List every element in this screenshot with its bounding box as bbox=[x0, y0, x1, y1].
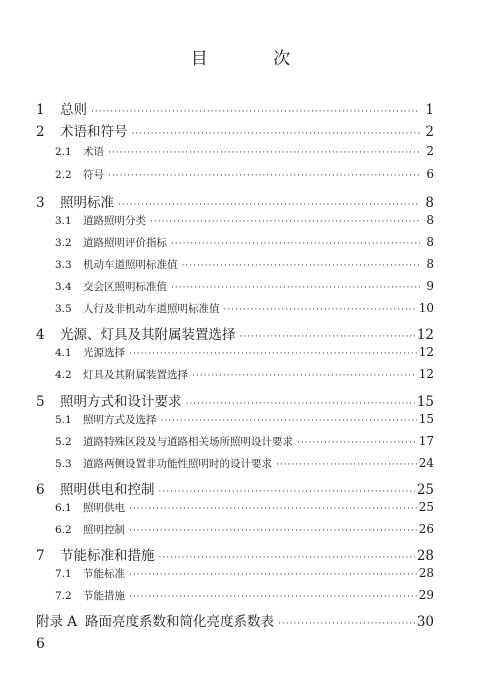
toc-entry-page: 26 bbox=[418, 522, 434, 536]
toc-entry-number: 7 bbox=[36, 548, 45, 564]
toc-entry-number: 2.1 bbox=[55, 146, 72, 158]
toc-entry-page: 12 bbox=[418, 345, 434, 359]
toc-section-entry[interactable] bbox=[55, 434, 434, 449]
dot-leader bbox=[108, 148, 420, 158]
toc-section-entry[interactable] bbox=[55, 566, 434, 581]
dot-leader bbox=[118, 200, 420, 210]
toc-entry-page: 15 bbox=[416, 394, 434, 410]
toc-entry-label: 光源选择 bbox=[83, 347, 125, 359]
toc-entry-number: 5.1 bbox=[55, 414, 72, 426]
dot-leader bbox=[91, 107, 420, 117]
toc-entry-label: 术语和符号 bbox=[60, 124, 128, 140]
toc-entry-label: 道路特殊区段及与道路相关场所照明设计要求 bbox=[83, 436, 293, 448]
toc-entry-page: 8 bbox=[426, 213, 434, 227]
toc-entry-number: 3.3 bbox=[55, 259, 72, 271]
dot-leader bbox=[276, 460, 417, 470]
toc-section-entry[interactable] bbox=[55, 213, 434, 228]
toc-section-entry[interactable] bbox=[55, 367, 434, 382]
toc-entry-label: 节能标准和措施 bbox=[60, 548, 155, 564]
toc-entry-page: 25 bbox=[418, 500, 434, 514]
dot-leader bbox=[129, 570, 417, 580]
toc-chapter-entry[interactable] bbox=[36, 610, 434, 630]
toc-entry-page: 15 bbox=[418, 412, 434, 426]
dot-leader bbox=[192, 371, 417, 381]
toc-entry-number: 5.3 bbox=[55, 458, 72, 470]
toc-section-entry[interactable] bbox=[55, 412, 434, 427]
toc-entry-number: 4.2 bbox=[55, 369, 72, 381]
toc-section-entry[interactable] bbox=[55, 588, 434, 603]
toc-entry-number: 6 bbox=[36, 482, 45, 498]
toc-entry-label: 道路照明评价指标 bbox=[83, 237, 167, 249]
toc-entry-label: 照明供电 bbox=[83, 502, 125, 514]
toc-entry-page: 8 bbox=[426, 235, 434, 249]
toc-entry-page: 12 bbox=[418, 367, 434, 381]
toc-entry-number: 附录 A bbox=[36, 614, 78, 630]
toc-entry-number: 6.1 bbox=[55, 502, 72, 514]
toc-entry-number: 2.2 bbox=[55, 169, 72, 181]
dot-leader bbox=[171, 283, 420, 293]
toc-entry-number: 3.4 bbox=[55, 281, 72, 293]
toc-entry-page: 2 bbox=[425, 124, 434, 140]
toc-section-entry[interactable] bbox=[55, 144, 434, 159]
toc-entry-number: 5.2 bbox=[55, 436, 72, 448]
toc-chapter-entry[interactable] bbox=[36, 120, 434, 140]
toc-entry-page: 17 bbox=[418, 434, 434, 448]
dot-leader bbox=[129, 592, 417, 602]
toc-section-entry[interactable] bbox=[55, 456, 434, 471]
dot-leader bbox=[159, 553, 415, 563]
toc-entry-label: 术语 bbox=[83, 146, 104, 158]
toc-entry-number: 2 bbox=[36, 124, 45, 140]
toc-entry-label: 照明控制 bbox=[83, 524, 125, 536]
toc-section-entry[interactable] bbox=[55, 522, 434, 537]
toc-entry-page: 9 bbox=[426, 279, 434, 293]
toc-entry-number: 3.5 bbox=[55, 303, 72, 315]
toc-entry-page: 28 bbox=[416, 548, 434, 564]
toc-entry-label: 节能标准 bbox=[83, 568, 125, 580]
toc-entry-number: 3.2 bbox=[55, 237, 72, 249]
dot-leader bbox=[129, 526, 417, 536]
toc-entry-number: 3.1 bbox=[55, 215, 72, 227]
toc-entry-page: 28 bbox=[418, 566, 434, 580]
toc-chapter-entry[interactable] bbox=[36, 191, 434, 211]
toc-entry-page: 29 bbox=[418, 588, 434, 602]
dot-leader bbox=[224, 305, 417, 315]
toc-entry-page: 10 bbox=[418, 301, 434, 315]
toc-entry-label: 照明供电和控制 bbox=[60, 482, 155, 498]
toc-entry-label: 照明方式和设计要求 bbox=[60, 394, 182, 410]
dot-leader bbox=[108, 171, 420, 181]
toc-section-entry[interactable] bbox=[55, 301, 434, 316]
page-number: 6 bbox=[36, 636, 45, 652]
toc-entry-label: 道路两侧设置非功能性照明时的设计要求 bbox=[83, 458, 272, 470]
toc-entry-number: 5 bbox=[36, 394, 45, 410]
toc-entry-label: 路面亮度系数和简化亮度系数表 bbox=[85, 614, 275, 630]
toc-section-entry[interactable] bbox=[55, 279, 434, 294]
toc-entry-label: 照明标准 bbox=[60, 195, 114, 211]
toc-entry-page: 12 bbox=[416, 327, 434, 343]
toc-entry-label: 总则 bbox=[60, 102, 87, 118]
toc-entry-label: 照明方式及选择 bbox=[83, 414, 157, 426]
toc-entry-label: 节能措施 bbox=[83, 590, 125, 602]
toc-entry-label: 灯具及其附属装置选择 bbox=[83, 369, 188, 381]
dot-leader bbox=[278, 619, 415, 629]
dot-leader bbox=[240, 332, 415, 342]
toc-entry-page: 30 bbox=[416, 614, 434, 630]
toc-entry-label: 道路照明分类 bbox=[83, 215, 146, 227]
toc-entry-label: 符号 bbox=[83, 169, 104, 181]
toc-chapter-entry[interactable] bbox=[36, 390, 434, 410]
toc-entry-number: 4 bbox=[36, 327, 45, 343]
toc-entry-number: 3 bbox=[36, 195, 45, 211]
dot-leader bbox=[150, 217, 420, 227]
toc-chapter-entry[interactable] bbox=[36, 478, 434, 498]
toc-entry-page: 8 bbox=[425, 195, 434, 211]
toc-entry-page: 24 bbox=[418, 456, 434, 470]
dot-leader bbox=[132, 129, 421, 139]
toc-entry-label: 人行及非机动车道照明标准值 bbox=[83, 303, 220, 315]
toc-entry-number: 1 bbox=[36, 102, 45, 118]
toc-entry-label: 交会区照明标准值 bbox=[83, 281, 167, 293]
dot-leader bbox=[129, 349, 417, 359]
toc-entry-number: 4.1 bbox=[55, 347, 72, 359]
dot-leader bbox=[182, 261, 421, 271]
toc-entry-number: 6.2 bbox=[55, 524, 72, 536]
toc-entry-page: 6 bbox=[426, 167, 434, 181]
toc-entry-page: 25 bbox=[416, 482, 434, 498]
toc-chapter-entry[interactable] bbox=[36, 544, 434, 564]
dot-leader bbox=[297, 438, 417, 448]
toc-entry-number: 7.2 bbox=[55, 590, 72, 602]
dot-leader bbox=[186, 399, 415, 409]
toc-entry-page: 1 bbox=[425, 102, 434, 118]
toc-title: 目 次 bbox=[190, 49, 321, 69]
dot-leader bbox=[159, 487, 415, 497]
toc-entry-label: 机动车道照明标准值 bbox=[83, 259, 178, 271]
toc-section-entry[interactable] bbox=[55, 345, 434, 360]
toc-chapter-entry[interactable] bbox=[36, 323, 434, 343]
toc-section-entry[interactable] bbox=[55, 167, 434, 182]
toc-section-entry[interactable] bbox=[55, 500, 434, 515]
toc-section-entry[interactable] bbox=[55, 235, 434, 250]
toc-entry-label: 光源、灯具及其附属装置选择 bbox=[60, 327, 236, 343]
toc-section-entry[interactable] bbox=[55, 257, 434, 272]
toc-entry-page: 2 bbox=[426, 144, 434, 158]
dot-leader bbox=[129, 504, 417, 514]
toc-entry-page: 8 bbox=[426, 257, 434, 271]
dot-leader bbox=[171, 239, 420, 249]
toc-entry-number: 7.1 bbox=[55, 568, 72, 580]
toc-chapter-entry[interactable] bbox=[36, 98, 434, 118]
dot-leader bbox=[161, 416, 417, 426]
